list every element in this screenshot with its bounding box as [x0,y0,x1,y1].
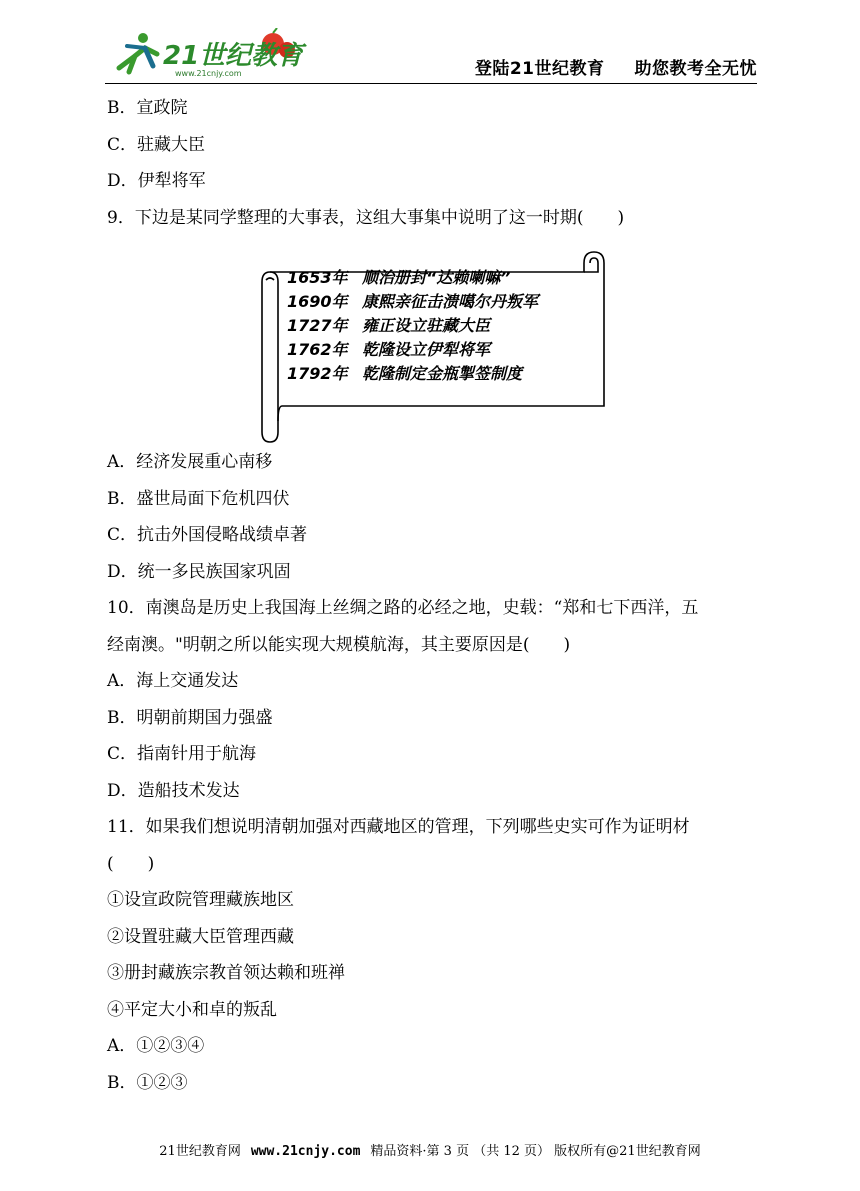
option-line: A．经济发展重心南移 [107,452,273,472]
header-slogan [475,54,757,79]
option-line: D．统一多民族国家巩固 [107,561,291,582]
option-line: D．造船技术发达 [107,780,240,801]
footer-url: www.21cnjy.com [250,1144,361,1159]
event-year: 1653年 [287,268,348,287]
event-row [287,266,538,290]
page-content [107,90,757,1101]
text-line: D．伊犁将军 [107,171,206,191]
event-text: 乾隆设立伊犁将军 [362,340,491,359]
footer-site: 21世纪教育网 [159,1144,241,1159]
event-text: 康熙亲征击溃噶尔丹叛军 [362,292,539,311]
events-scroll [252,236,612,444]
event-year: 1690年 [287,292,348,311]
text-line: B．宣政院 [107,98,188,118]
event-year: 1792年 [287,364,348,383]
option-line: C．抗击外国侵略战绩卓著 [107,525,308,545]
option-line: B．盛世局面下危机四伏 [107,488,290,509]
event-text: 雍正设立驻藏大臣 [362,316,491,335]
option-line: A．①②③④ [107,1036,205,1056]
event-year: 1727年 [287,316,348,335]
question-10-cont: 经南澳。"明朝之所以能实现大规模航海，其主要原因是( ) [107,634,571,655]
statement-line: ②设置驻藏大臣管理西藏 [107,926,294,947]
question-9: 9．下边是某同学整理的大事表，这组大事集中说明了这一时期( ) [107,207,625,228]
event-year: 1762年 [287,340,348,359]
header-divider [105,83,757,84]
event-row [287,314,538,338]
running-figure-icon [119,33,157,72]
option-line: B．明朝前期国力强盛 [107,707,273,728]
slogan-right: 助您教考全无忧 [634,59,757,79]
site-logo [105,28,315,80]
footer-info: 精品资料·第 3 页 （共 12 页） 版权所有@21世纪教育网 [370,1144,701,1159]
page-header [105,28,757,86]
event-row [287,338,538,362]
question-11-cont: ( ) [107,853,155,874]
logo-text: 21世纪教育 [163,41,304,71]
text-line: C．驻藏大臣 [107,134,206,155]
statement-line: ①设宣政院管理藏族地区 [107,890,294,910]
event-row [287,290,538,314]
option-line: C．指南针用于航海 [107,744,257,764]
statement-line: ③册封藏族宗教首领达赖和班禅 [107,963,345,983]
statement-line: ④平定大小和卓的叛乱 [107,999,277,1020]
event-text: 顺治册封“达赖喇嘛” [362,268,511,287]
option-line: A．海上交通发达 [107,671,239,691]
event-row [287,362,538,386]
option-line: B．①②③ [107,1072,188,1093]
question-11: 11．如果我们想说明清朝加强对西藏地区的管理，下列哪些史实可作为证明材 [107,817,690,837]
events-list [287,266,538,386]
page-footer [0,1140,860,1159]
slogan-left: 登陆21世纪教育 [474,59,605,79]
logo-url: www.21cnjy.com [175,69,242,78]
event-text: 乾隆制定金瓶掣签制度 [362,364,523,383]
question-10: 10．南澳岛是历史上我国海上丝绸之路的必经之地，史载：“郑和七下西洋，五 [107,598,699,618]
